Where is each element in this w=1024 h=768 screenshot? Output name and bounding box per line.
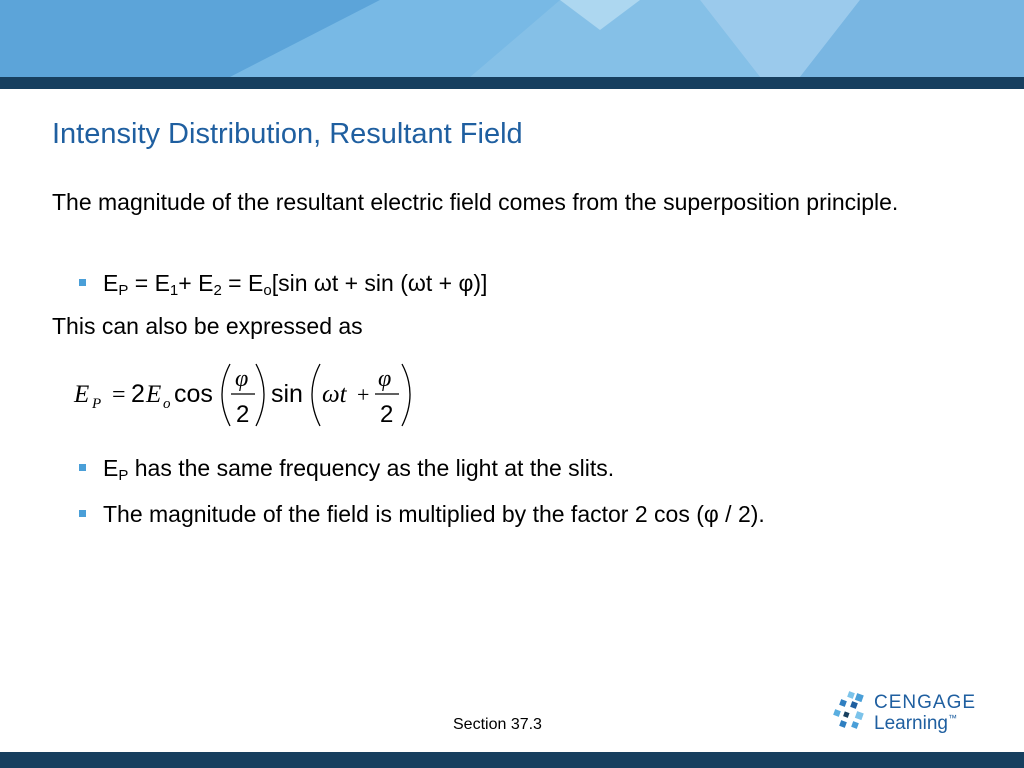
eq-phi-1: φ <box>235 366 249 392</box>
ep-symbol: E <box>103 270 119 296</box>
eq-equals: = <box>112 382 126 408</box>
bullet-text <box>103 268 487 298</box>
equals-e1: = E <box>128 270 170 296</box>
plus-e2: + E <box>178 270 214 296</box>
header-band <box>0 77 1024 89</box>
eq-cos: cos <box>174 380 213 408</box>
bullet-square-icon <box>79 464 86 471</box>
ep-subscript: P <box>118 467 129 484</box>
eq-amp: E <box>146 381 162 408</box>
eq-phi-2: φ <box>378 366 392 392</box>
right-paren-2 <box>402 364 410 426</box>
right-paren-1 <box>256 364 264 426</box>
footer-band <box>0 752 1024 768</box>
ep-subscript: P <box>118 282 129 299</box>
ep-symbol: E <box>103 455 119 481</box>
bullet-text: The magnitude of the field is multiplied by the factor 2 cos (φ / 2). <box>103 501 765 527</box>
eq-lhs: E <box>74 381 90 408</box>
e1-subscript: 1 <box>169 282 179 299</box>
cengage-mark-icon <box>832 690 870 732</box>
bullet-text <box>103 453 614 483</box>
eq-omega-t: ωt <box>322 381 347 408</box>
section-label: Section 37.3 <box>453 716 542 733</box>
eq-two-2: 2 <box>380 401 394 428</box>
logo-cengage-text: CENGAGE <box>874 692 977 713</box>
eq-lhs-sub: P <box>92 396 102 412</box>
eq-sin: sin <box>271 380 303 408</box>
left-paren-1 <box>222 364 230 426</box>
intro-text: The magnitude of the resultant electric field comes from the superposition principle. <box>52 189 899 215</box>
frequency-text: has the same frequency as the light at the slits. <box>128 455 615 481</box>
sum-of-sines: [sin ωt + sin (ωt + φ)] <box>271 270 488 296</box>
logo-trademark: ™ <box>947 713 957 723</box>
header-banner <box>0 0 1024 77</box>
logo-learning-text <box>874 713 957 735</box>
eq-two-1: 2 <box>236 401 250 428</box>
e2-subscript: 2 <box>213 282 222 299</box>
bullet-square-icon <box>79 510 86 517</box>
equation-graphic <box>70 356 430 436</box>
slide-title: Intensity Distribution, Resultant Field <box>52 118 523 150</box>
left-paren-2 <box>312 364 320 426</box>
eq-coef: 2 <box>131 380 145 408</box>
eq-amp-sub: o <box>163 396 171 412</box>
eq-plus: + <box>357 382 370 407</box>
eo-subscript: o <box>263 282 272 299</box>
logo-learning-word: Learning <box>874 713 948 734</box>
header-pattern <box>0 0 1024 77</box>
also-expressed-text: This can also be expressed as <box>52 313 363 339</box>
cengage-learning-logo <box>832 688 982 738</box>
bullet-square-icon <box>79 279 86 286</box>
resultant-field-equation <box>70 356 430 436</box>
equals-eo: = E <box>221 270 264 296</box>
